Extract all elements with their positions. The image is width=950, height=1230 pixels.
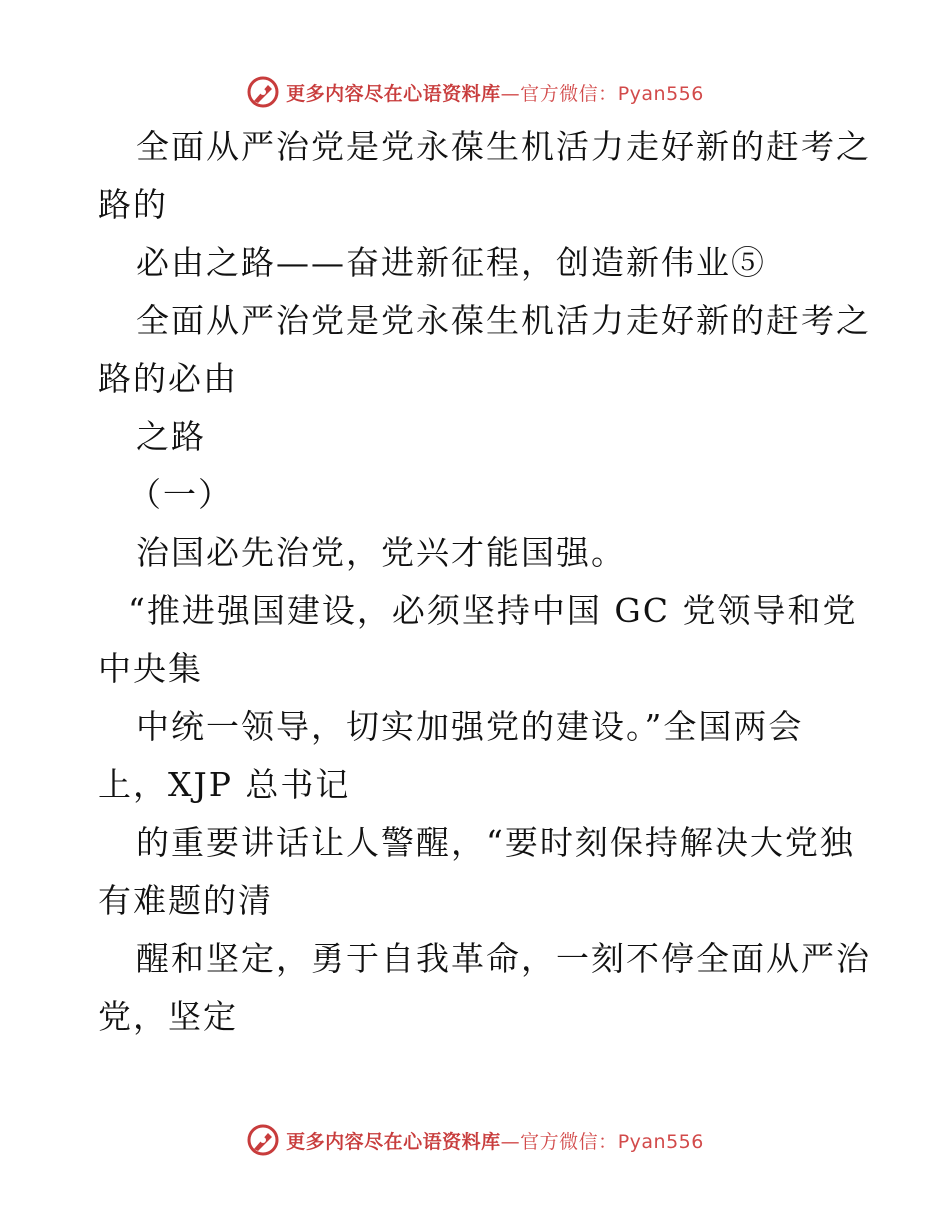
body-line: 有难题的清 [98,881,273,920]
footer-watermark [0,1120,950,1160]
body-line: “推进强国建设，必须坚持中国 GC 党领导和党 [128,591,858,630]
document-body [98,118,871,1046]
watermark-text [286,79,704,106]
watermark-contact-label: 官方微信： [520,1130,618,1153]
watermark-dash: — [500,82,521,105]
watermark-contact-label: 官方微信： [520,82,618,105]
body-line: 上，XJP 总书记 [98,765,351,804]
watermark-contact-id: Pyan556 [617,82,704,105]
body-line: 治国必先治党，党兴才能国强。 [136,533,626,572]
watermark-brand: 更多内容尽在心语资料库 [286,82,501,105]
section-number: （一） [128,475,233,514]
body-line: 全面从严治党是党永葆生机活力走好新的赶考之 [136,127,871,166]
pen-logo-icon [246,1123,280,1157]
watermark-brand: 更多内容尽在心语资料库 [286,1130,501,1153]
body-line: 的重要讲话让人警醒，“要时刻保持解决大党独 [136,823,855,862]
body-line: 中央集 [98,649,203,688]
body-line: 之路 [136,417,206,456]
body-line: 全面从严治党是党永葆生机活力走好新的赶考之 [136,301,871,340]
body-line: 路的必由 [98,359,238,398]
body-line: 醒和坚定，勇于自我革命，一刻不停全面从严治 [136,939,871,978]
body-line: 必由之路——奋进新征程，创造新伟业⑤ [136,243,766,282]
body-line: 中统一领导，切实加强党的建设。”全国两会 [136,707,804,746]
watermark-text [286,1127,704,1154]
watermark-contact-id: Pyan556 [617,1130,704,1153]
pen-logo-icon [246,75,280,109]
watermark-dash: — [500,1130,521,1153]
header-watermark [0,72,950,112]
body-line: 党，坚定 [98,997,238,1036]
body-line: 路的 [98,185,168,224]
